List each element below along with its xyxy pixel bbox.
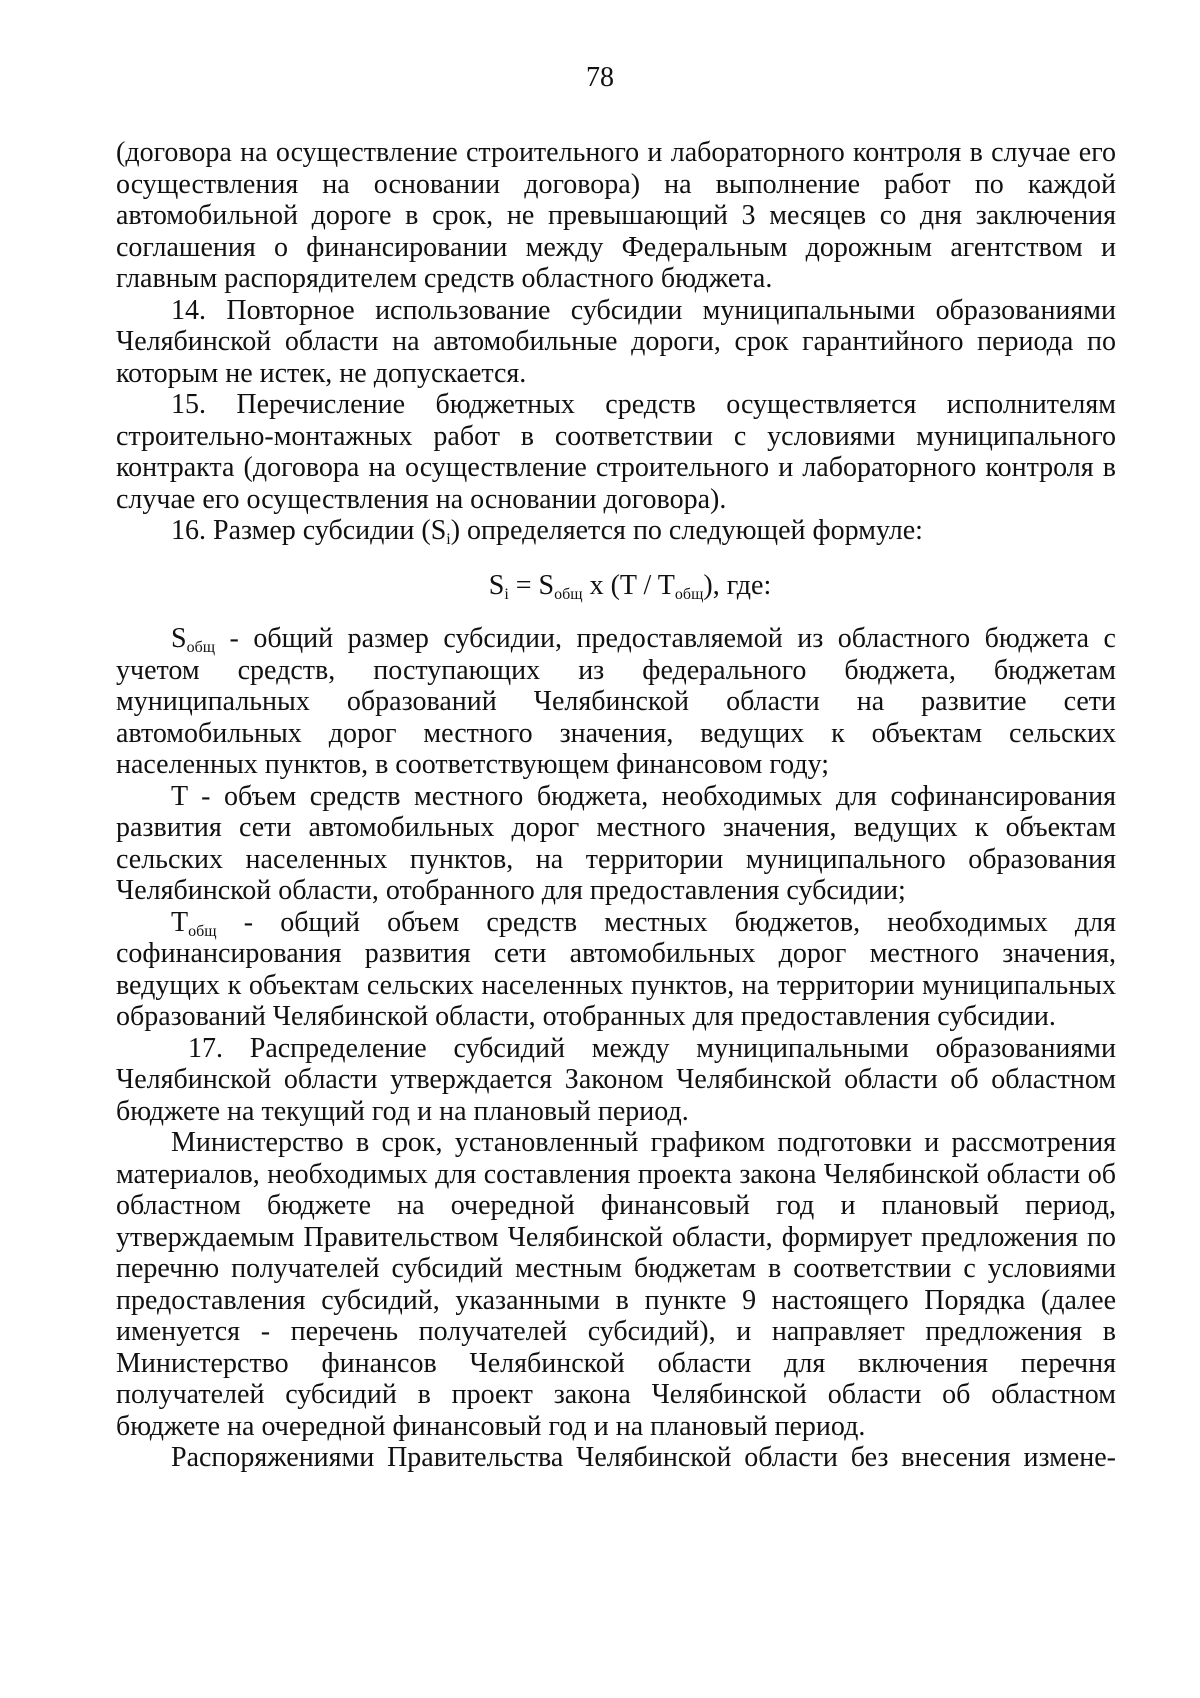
definition-s-total [116,623,1116,781]
paragraph-17: 17. Распределение субсидий между муниципальными образованиями Челябинской области утверждается Законом Челябинской области об областном бюджете на текущий год и на плановый период. [116,1032,1116,1127]
paragraph-15: 15. Перечисление бюджетных средств осуществляется исполнителям строительно-монтажных работ в соответствии с условиями муниципального контракта (договора на осуществление строительного и лабораторного контроля в случае его осуществления на основании договора). [116,389,1116,515]
formula-mid: x (T / T [582,569,675,601]
paragraph-orders-start: Распоряжениями Правительства Челябинской области без внесения измене- [171,1442,1116,1473]
formula-tobsch-sub: общ [674,585,704,603]
definition-s-total-text: - общий размер субсидии, предоставляемой из областного бюджета с учетом средств, поступающих из федерального бюджета, бюджетам муниципальных образований Челябинской области на развитие сети автомобильных дорог местного значения, ведущих к объектам сельских населенных пунктов, в соответствующем финансовом году; [116,623,1116,780]
paragraph-16-text-b: ) определяется по следующей формуле: [450,515,923,546]
subsidy-formula [116,570,1116,602]
formula-end: ), где: [703,569,772,601]
formula-s-sub: i [504,585,509,603]
paragraph-16-subscript: i [446,531,451,548]
definition-s-total-symbol: S [171,623,187,654]
paragraph-14: 14. Повторное использование субсидии муниципальными образованиями Челябинской области на автомобильные дороги, срок гарантийного периода по которым не истек, не допускается. [116,294,1116,389]
document-body [116,137,1116,1474]
formula-s: S [488,569,505,601]
definition-s-total-sub: общ [186,639,216,656]
definition-t-total-sub: общ [188,922,217,940]
definition-t-total [116,907,1116,1033]
paragraph-16-text-a: 16. Размер субсидии (S [171,515,447,546]
definition-t-total-text: - общий объем средств местных бюджетов, необходимых для софинансирования развития сети автомобильных дорог местного значения, ведущих к объектам сельских населенных пунктов, на территории муниципальных образований Челябинской области, отобранных для предоставления субсидии. [116,906,1116,1032]
paragraph-ministry: Министерство в срок, установленный графиком подготовки и рассмотрения материалов, необходимых для составления проекта закона Челябинской области об областном бюджете на очередной финансовый год и плановый период, утверждаемым Правительством Челябинской области, формирует предложения по перечню получателей субсидий местным бюджетам в соответствии с условиями предоставления субсидий, указанными в пункте 9 настоящего Порядка (далее именуется - перечень получателей субсидий), и направляет предложения в Министерство финансов Челябинской области для включения перечня получателей субсидий в проект закона Челябинской области об областном бюджете на очередной финансовый год и на плановый период. [116,1127,1116,1442]
page-number: 78 [586,62,614,93]
formula-eq: = S [508,569,555,601]
definition-t: T - объем средств местного бюджета, необходимых для софинансирования развития сети автомобильных дорог местного значения, ведущих к объектам сельских населенных пунктов, на территории муниципального образования Челябинской области, отобранного для предоставления субсидии; [116,780,1116,906]
paragraph-16 [116,515,1116,547]
paragraph-contract-continuation: (договора на осуществление строительного и лабораторного контроля в случае его осуществления на основании договора) на выполнение работ по каждой автомобильной дороге в срок, не превышающий 3 месяцев со дня заключения соглашения о финансировании между Федеральным дорожным агентством и главным распорядителем средств областного бюджета. [116,137,1116,294]
definition-t-total-symbol: T [171,906,189,938]
formula-sobsch-sub: общ [554,585,583,603]
